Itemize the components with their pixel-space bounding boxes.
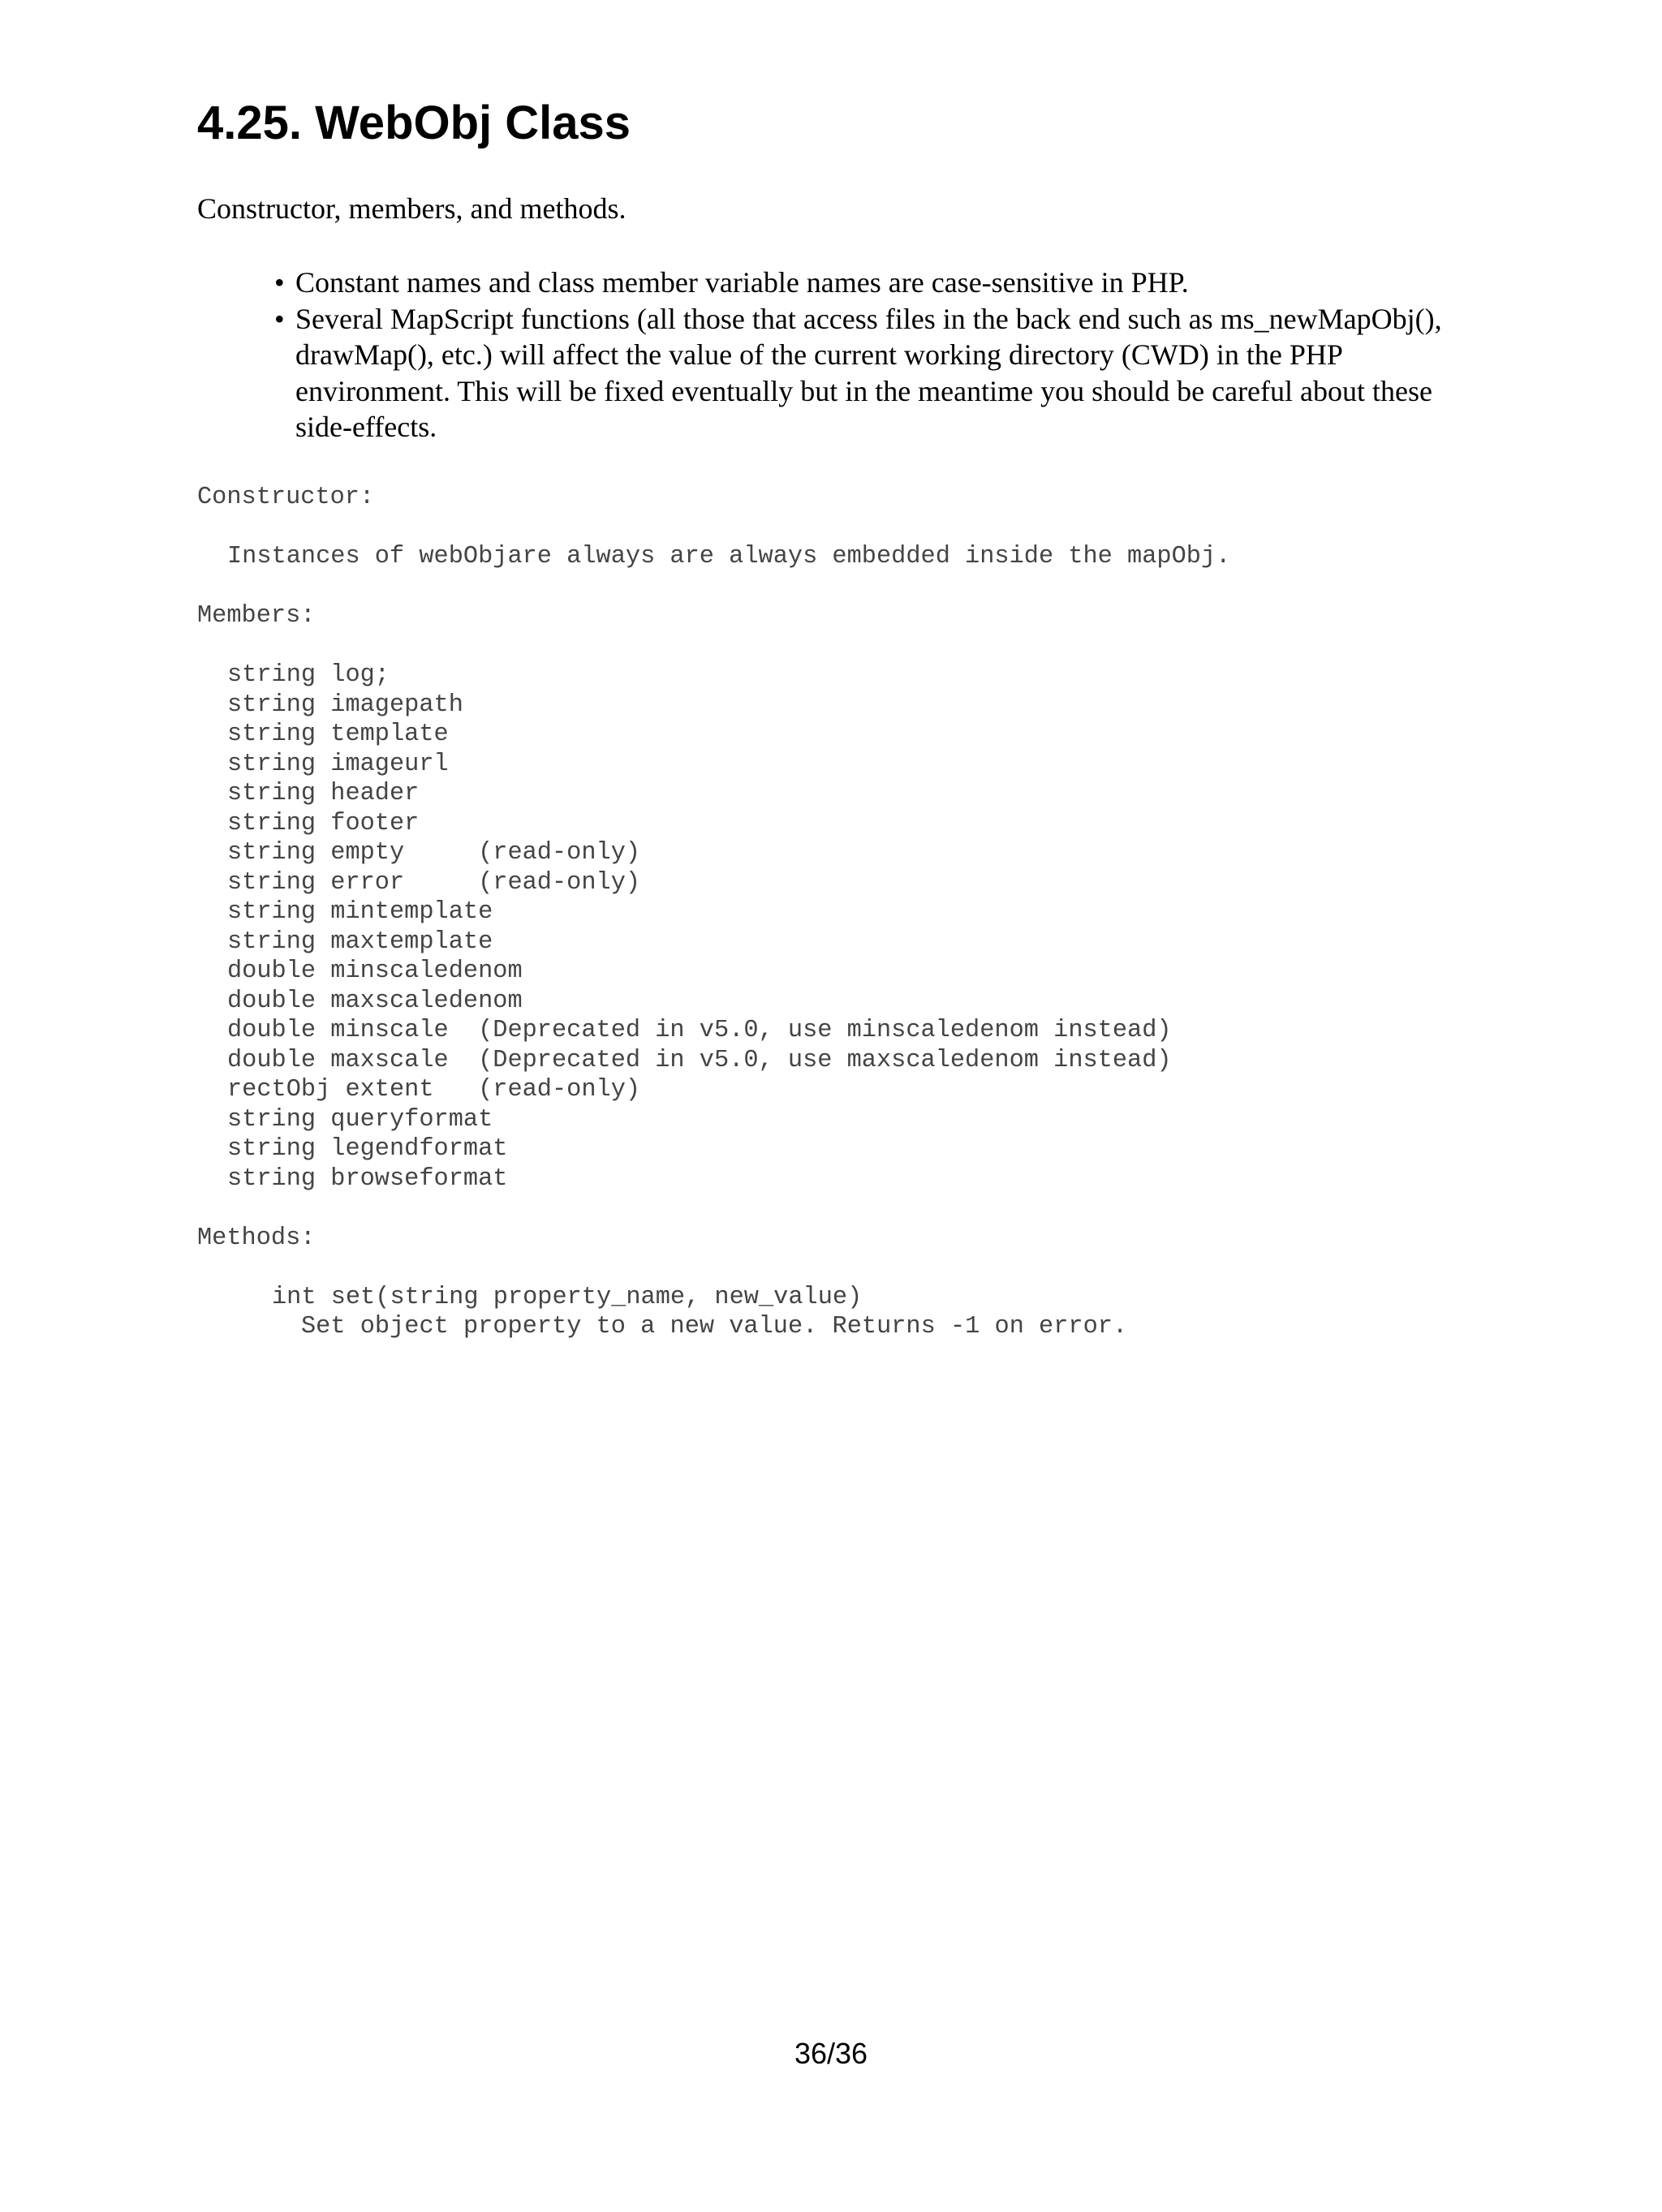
member-line: double minscaledenom [227,958,523,985]
member-line: string browseformat [227,1164,508,1193]
member-line: string template [227,721,449,748]
members-heading: Members: [197,602,316,630]
section-title: 4.25. WebObj Class [197,97,631,149]
member-line: string legendformat [227,1135,508,1163]
member-line: rectObj extent (read-only) [227,1076,641,1104]
member-line: double maxscale (Deprecated in v5.0, use maxscaledenom instead) [227,1046,1172,1074]
method-signature: int set(string property_name, new_value) [272,1283,863,1311]
code-block [197,483,1230,1342]
members-list [197,661,1230,1194]
note-text: Several MapScript functions (all those that access files in the back end such as ms_newMapObj(), drawMap(), etc.) will affect the value of the current working directory (CWD) in the PHP environment. This will be fixed eventually but in the meantime you should be careful about these side-effects. [295,302,1442,443]
member-line: string maxtemplate [227,927,493,956]
list-item [274,301,1483,445]
section-intro: Constructor, members, and methods. [197,192,626,225]
member-line: string header [227,780,420,807]
constructor-text: Instances of webObjare always are always embedded inside the mapObj. [227,543,1231,570]
member-line: string imageurl [227,750,449,778]
member-line: double minscale (Deprecated in v5.0, use minscaledenom instead) [227,1017,1172,1044]
member-line: string empty (read-only) [227,839,641,867]
member-line: string queryformat [227,1105,493,1134]
member-line: string mintemplate [227,898,493,926]
member-line: double maxscaledenom [227,987,523,1015]
bullet-icon: • [274,266,285,299]
constructor-heading: Constructor: [197,484,375,511]
member-line: string footer [227,809,420,837]
member-line: string error (read-only) [227,868,641,897]
member-line: string log; [227,661,390,689]
member-line: string imagepath [227,691,463,719]
methods-heading: Methods: [197,1224,316,1252]
list-item [274,265,1483,301]
bullet-icon: • [274,302,285,335]
method-description: Set object property to a new value. Returns -1 on error. [301,1313,1128,1341]
note-text: Constant names and class member variable names are case-sensitive in PHP. [295,266,1189,299]
notes-list [274,265,1483,445]
page-number: 36/36 [794,2037,868,2070]
